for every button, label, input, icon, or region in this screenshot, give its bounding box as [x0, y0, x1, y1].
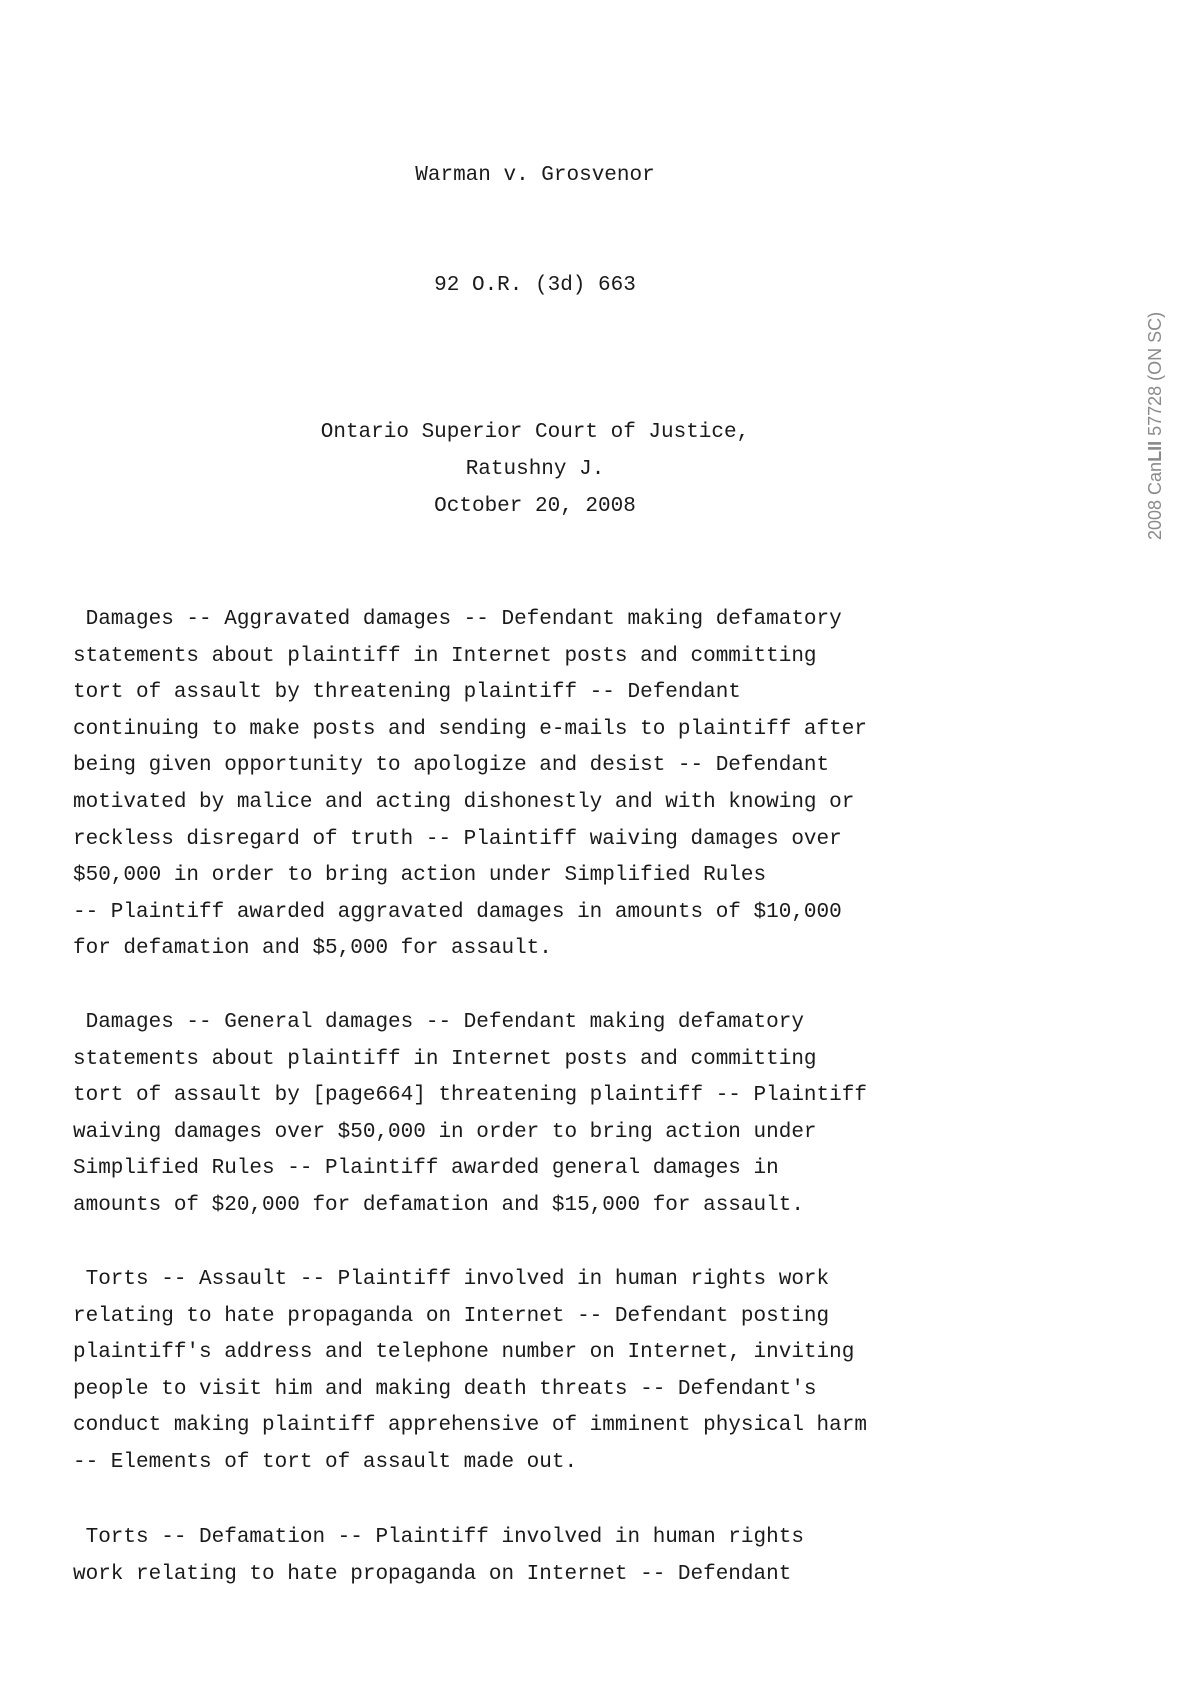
stamp-suffix: 57728 (ON SC) [1145, 311, 1165, 441]
decision-date: October 20, 2008 [434, 495, 636, 518]
text-line: waiving damages over $50,000 in order to bring action under [73, 1120, 817, 1144]
court-name: Ontario Superior Court of Justice, [320, 421, 750, 444]
headnote-aggravated-damages [73, 602, 867, 968]
citation: 92 O.R. (3d) 663 [434, 274, 636, 297]
text-line: motivated by malice and acting dishonestly and with knowing or [73, 790, 855, 814]
text-line: Torts -- Assault -- Plaintiff involved in human rights work [73, 1268, 830, 1291]
text-line: Torts -- Defamation -- Plaintiff involved in human rights [73, 1526, 804, 1549]
text-line: amounts of $20,000 for defamation and $15,000 for assault. [73, 1193, 804, 1217]
text-line: reckless disregard of truth -- Plaintiff waiving damages over [73, 827, 842, 851]
text-line: relating to hate propaganda on Internet -- Defendant posting [73, 1304, 830, 1328]
text-line: -- Elements of tort of assault made out. [73, 1450, 578, 1474]
headnote-torts-assault [73, 1262, 867, 1482]
headnote-torts-defamation [73, 1520, 804, 1593]
canlii-citation-stamp [1145, 312, 1166, 540]
text-line: statements about plaintiff in Internet posts and committing [73, 1047, 817, 1071]
text-line: conduct making plaintiff apprehensive of imminent physical harm [73, 1414, 867, 1438]
text-line: being given opportunity to apologize and desist -- Defendant [73, 754, 830, 778]
case-name: Warman v. Grosvenor [415, 164, 655, 187]
text-line: for defamation and $5,000 for assault. [73, 937, 552, 961]
text-line: -- Plaintiff awarded aggravated damages in amounts of $10,000 [73, 900, 842, 924]
text-line: Damages -- General damages -- Defendant making defamatory [73, 1011, 804, 1034]
text-line: plaintiff's address and telephone number on Internet, inviting [73, 1341, 855, 1365]
headnote-general-damages [73, 1005, 867, 1225]
judge-name: Ratushny J. [465, 458, 605, 481]
text-line: people to visit him and making death threats -- Defendant's [73, 1377, 817, 1401]
text-line: $50,000 in order to bring action under Simplified Rules [73, 864, 767, 888]
text-line: continuing to make posts and sending e-mails to plaintiff after [73, 717, 867, 741]
text-line: tort of assault by threatening plaintiff -- Defendant [73, 681, 741, 705]
stamp-prefix: 2008 Can [1145, 461, 1165, 540]
text-line: statements about plaintiff in Internet posts and committing [73, 644, 817, 668]
text-line: tort of assault by [page664] threatening plaintiff -- Plaintiff [73, 1084, 867, 1108]
stamp-bold: LII [1145, 440, 1165, 462]
text-line: Simplified Rules -- Plaintiff awarded general damages in [73, 1157, 779, 1181]
text-line: work relating to hate propaganda on Internet -- Defendant [73, 1562, 792, 1586]
text-line: Damages -- Aggravated damages -- Defendant making defamatory [73, 608, 842, 631]
